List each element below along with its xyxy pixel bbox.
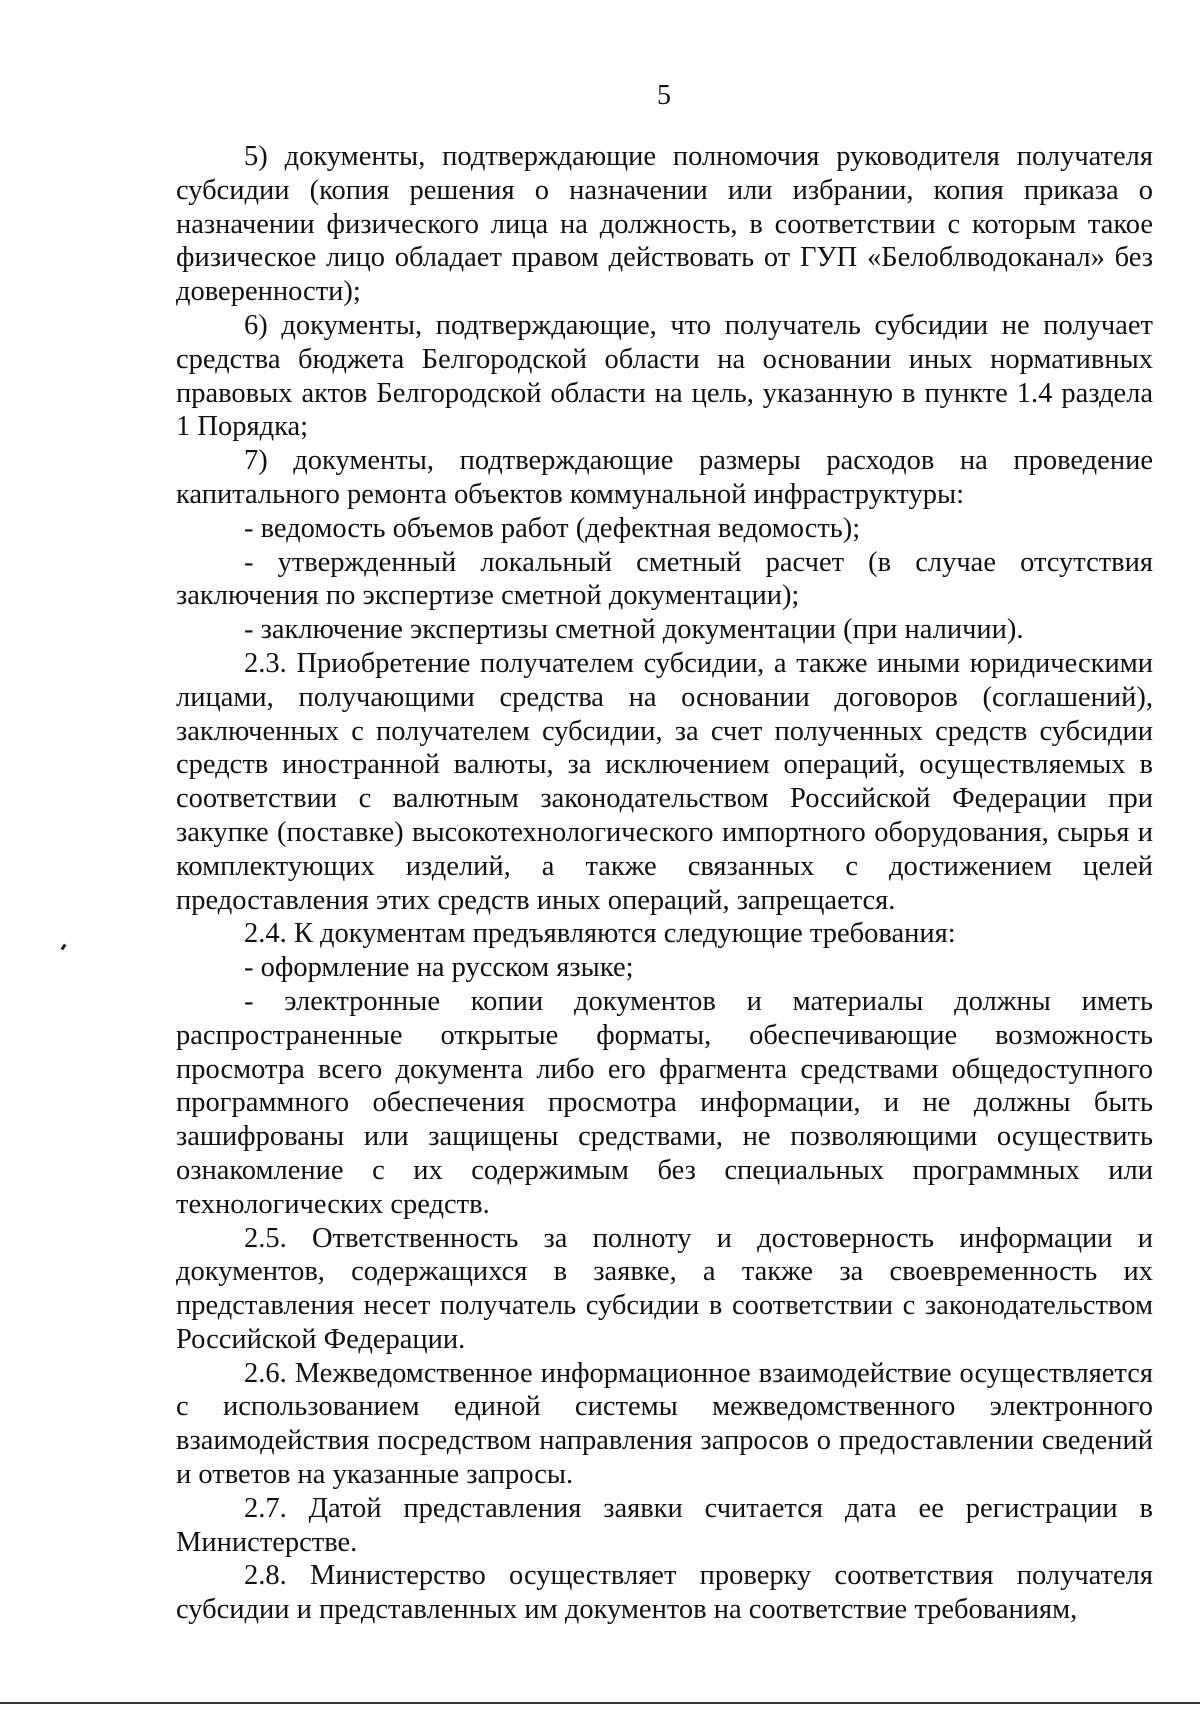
- paragraph-bullet-work-volume: - ведомость объемов работ (дефектная ведомость);: [244, 512, 861, 544]
- scan-speck: [61, 944, 67, 951]
- paragraph-item-6-no-other-funds: 6) документы, подтверждающие, что получатель субсидии не получает средства бюджета Белгородской области на основании иных нормативных правовых актов Белгородской области на цель, указанную в пункте 1.4 раздела 1 Порядка;: [176, 309, 1153, 443]
- paragraph-2-6: 2.6. Межведомственное информационное взаимодействие осуществляется с использованием единой системы межведомственного электронного взаимодействия посредством направления запросов о предоставлении сведений и ответов на указанные запросы.: [176, 1357, 1153, 1491]
- paragraph-bullet-estimate: - утвержденный локальный сметный расчет (в случае отсутствия заключения по экспертизе сметной документации);: [176, 546, 1153, 612]
- paragraph-item-5-authority-docs: 5) документы, подтверждающие полномочия руководителя получателя субсидии (копия решения о назначении или избрании, копия приказа о назначении физического лица на должность, в соответствии с которым такое физическое лицо обладает правом действовать от ГУП «Белоблводоканал» без доверенности);: [176, 141, 1153, 308]
- paragraph-2-3: 2.3. Приобретение получателем субсидии, а также иными юридическими лицами, получающими средства на основании договоров (соглашений), заключенных с получателем субсидии, за счет полученных средств субсидии средств иностранной валюты, за исключением операций, осуществляемых в соответствии с валютным законодательством Российской Федерации при закупке (поставке) высокотехнологического импортного оборудования, сырья и комплектующих изделий, а также связанных с достижением целей предоставления этих средств иных операций, запрещается.: [176, 647, 1153, 916]
- page-number: 5: [657, 80, 671, 111]
- paragraph-2-5: 2.5. Ответственность за полноту и достоверность информации и документов, содержащихся в заявке, а также за своевременность их представления несет получатель субсидии в соответствии с законодательством Российской Федерации.: [176, 1222, 1153, 1355]
- paragraph-bullet-expertise: - заключение экспертизы сметной документации (при наличии).: [244, 614, 1024, 646]
- paragraph-2-8: 2.8. Министерство осуществляет проверку соответствия получателя субсидии и представленных им документов на соответствие требованиям,: [176, 1560, 1153, 1626]
- scan-bottom-edge: [0, 1702, 1200, 1704]
- paragraph-2-7: 2.7. Датой представления заявки считается дата ее регистрации в Министерстве.: [176, 1492, 1153, 1558]
- paragraph-bullet-electronic-copies: - электронные копии документов и материалы должны иметь распространенные открытые форматы, обеспечивающие возможность просмотра всего документа либо его фрагмента средствами общедоступного программного обеспечения просмотра информации, и не должны быть зашифрованы или защищены средствами, не позволяющими осуществить ознакомление с их содержимым без специальных программных или технологических средств.: [176, 985, 1153, 1220]
- paragraph-item-7-expense-docs: 7) документы, подтверждающие размеры расходов на проведение капитального ремонта объектов коммунальной инфраструктуры:: [176, 445, 1153, 510]
- paragraph-bullet-russian: - оформление на русском языке;: [244, 952, 634, 984]
- document-body: [176, 140, 1153, 1627]
- paragraph-2-4: 2.4. К документам предъявляются следующие требования:: [244, 918, 956, 950]
